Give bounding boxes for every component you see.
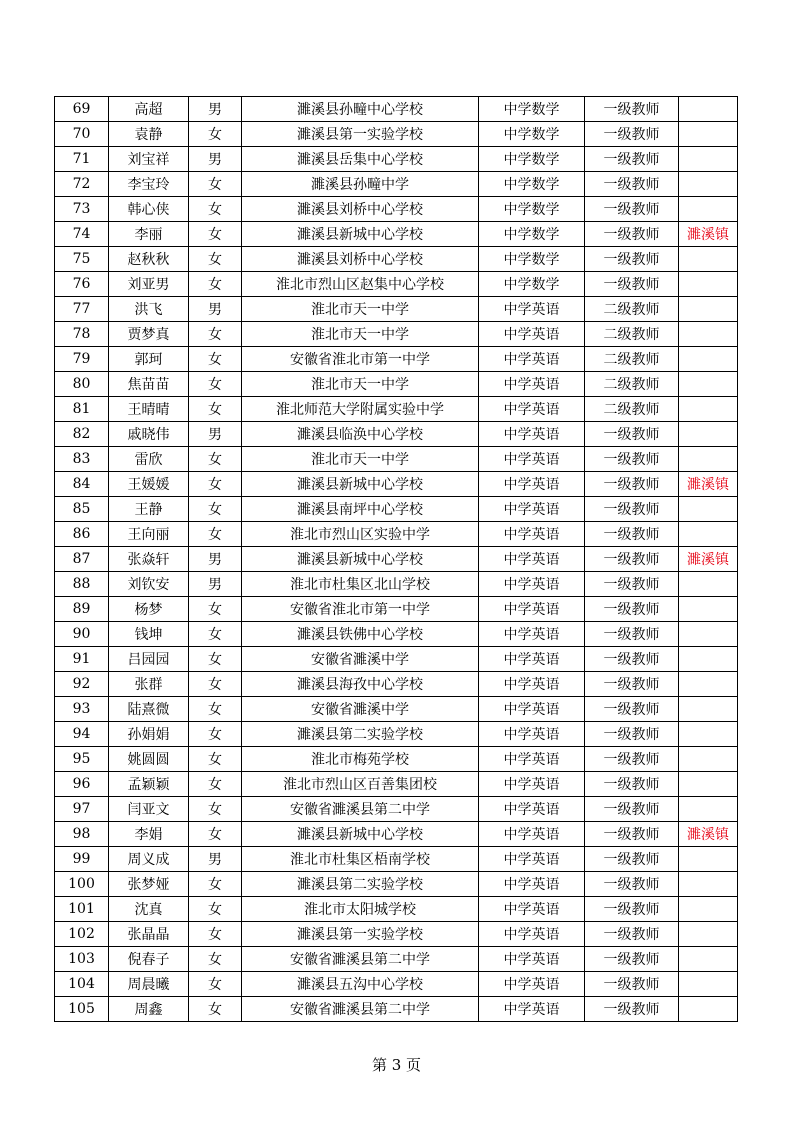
note-cell xyxy=(679,722,738,747)
title-cell: 二级教师 xyxy=(585,297,679,322)
school-cell: 安徽省濉溪中学 xyxy=(242,697,479,722)
note-cell xyxy=(679,522,738,547)
gender-cell: 男 xyxy=(189,572,242,597)
note-cell xyxy=(679,297,738,322)
title-cell: 一级教师 xyxy=(585,147,679,172)
gender-cell: 女 xyxy=(189,372,242,397)
gender-cell: 女 xyxy=(189,922,242,947)
table-row xyxy=(55,272,738,297)
title-cell: 一级教师 xyxy=(585,497,679,522)
table-row xyxy=(55,622,738,647)
title-cell: 二级教师 xyxy=(585,397,679,422)
school-cell: 淮北市烈山区百善集团校 xyxy=(242,772,479,797)
table-row xyxy=(55,847,738,872)
row-number-cell: 103 xyxy=(55,947,109,972)
row-number-cell: 85 xyxy=(55,497,109,522)
title-cell: 一级教师 xyxy=(585,947,679,972)
title-cell: 一级教师 xyxy=(585,897,679,922)
subject-cell: 中学数学 xyxy=(479,222,585,247)
gender-cell: 女 xyxy=(189,447,242,472)
subject-cell: 中学英语 xyxy=(479,622,585,647)
table-row xyxy=(55,997,738,1022)
row-number-cell: 75 xyxy=(55,247,109,272)
gender-cell: 男 xyxy=(189,297,242,322)
page-number: 第 3 页 xyxy=(371,1056,422,1074)
school-cell: 濉溪县铁佛中心学校 xyxy=(242,622,479,647)
gender-cell: 女 xyxy=(189,347,242,372)
gender-cell: 女 xyxy=(189,947,242,972)
school-cell: 淮北市杜集区北山学校 xyxy=(242,572,479,597)
title-cell: 二级教师 xyxy=(585,372,679,397)
row-number-cell: 95 xyxy=(55,747,109,772)
note-cell xyxy=(679,622,738,647)
school-cell: 濉溪县新城中心学校 xyxy=(242,222,479,247)
title-cell: 一级教师 xyxy=(585,122,679,147)
name-cell: 李宝玲 xyxy=(109,172,189,197)
subject-cell: 中学英语 xyxy=(479,672,585,697)
title-cell: 一级教师 xyxy=(585,572,679,597)
gender-cell: 女 xyxy=(189,797,242,822)
name-cell: 戚晓伟 xyxy=(109,422,189,447)
school-cell: 淮北市天一中学 xyxy=(242,297,479,322)
row-number-cell: 80 xyxy=(55,372,109,397)
row-number-cell: 69 xyxy=(55,97,109,122)
table-row xyxy=(55,197,738,222)
gender-cell: 女 xyxy=(189,272,242,297)
note-cell xyxy=(679,397,738,422)
name-cell: 雷欣 xyxy=(109,447,189,472)
gender-cell: 女 xyxy=(189,597,242,622)
subject-cell: 中学英语 xyxy=(479,722,585,747)
title-cell: 一级教师 xyxy=(585,447,679,472)
gender-cell: 女 xyxy=(189,672,242,697)
table-row xyxy=(55,322,738,347)
subject-cell: 中学英语 xyxy=(479,822,585,847)
subject-cell: 中学英语 xyxy=(479,597,585,622)
school-cell: 濉溪县新城中心学校 xyxy=(242,822,479,847)
school-cell: 濉溪县南坪中心学校 xyxy=(242,497,479,522)
gender-cell: 女 xyxy=(189,972,242,997)
name-cell: 王晴晴 xyxy=(109,397,189,422)
subject-cell: 中学英语 xyxy=(479,772,585,797)
school-cell: 濉溪县海孜中心学校 xyxy=(242,672,479,697)
gender-cell: 男 xyxy=(189,422,242,447)
school-cell: 安徽省濉溪中学 xyxy=(242,647,479,672)
gender-cell: 女 xyxy=(189,872,242,897)
school-cell: 濉溪县临涣中心学校 xyxy=(242,422,479,447)
subject-cell: 中学数学 xyxy=(479,147,585,172)
row-number-cell: 81 xyxy=(55,397,109,422)
table-row xyxy=(55,372,738,397)
note-cell: 濉溪镇 xyxy=(679,822,738,847)
gender-cell: 女 xyxy=(189,747,242,772)
row-number-cell: 87 xyxy=(55,547,109,572)
title-cell: 二级教师 xyxy=(585,322,679,347)
table-row xyxy=(55,522,738,547)
row-number-cell: 94 xyxy=(55,722,109,747)
gender-cell: 女 xyxy=(189,822,242,847)
title-cell: 一级教师 xyxy=(585,822,679,847)
name-cell: 周晨曦 xyxy=(109,972,189,997)
name-cell: 高超 xyxy=(109,97,189,122)
name-cell: 闫亚文 xyxy=(109,797,189,822)
subject-cell: 中学英语 xyxy=(479,697,585,722)
name-cell: 韩心侠 xyxy=(109,197,189,222)
name-cell: 贾梦真 xyxy=(109,322,189,347)
name-cell: 倪春子 xyxy=(109,947,189,972)
note-cell xyxy=(679,847,738,872)
row-number-cell: 72 xyxy=(55,172,109,197)
name-cell: 赵秋秋 xyxy=(109,247,189,272)
table-row xyxy=(55,897,738,922)
title-cell: 一级教师 xyxy=(585,872,679,897)
row-number-cell: 101 xyxy=(55,897,109,922)
title-cell: 一级教师 xyxy=(585,472,679,497)
gender-cell: 女 xyxy=(189,897,242,922)
note-cell xyxy=(679,972,738,997)
school-cell: 淮北市天一中学 xyxy=(242,372,479,397)
title-cell: 一级教师 xyxy=(585,847,679,872)
name-cell: 姚圆圆 xyxy=(109,747,189,772)
row-number-cell: 99 xyxy=(55,847,109,872)
gender-cell: 女 xyxy=(189,772,242,797)
note-cell xyxy=(679,247,738,272)
name-cell: 焦苗苗 xyxy=(109,372,189,397)
note-cell xyxy=(679,97,738,122)
title-cell: 一级教师 xyxy=(585,997,679,1022)
school-cell: 濉溪县新城中心学校 xyxy=(242,472,479,497)
name-cell: 周义成 xyxy=(109,847,189,872)
title-cell: 一级教师 xyxy=(585,747,679,772)
subject-cell: 中学英语 xyxy=(479,972,585,997)
name-cell: 陆熹微 xyxy=(109,697,189,722)
table-row xyxy=(55,672,738,697)
school-cell: 濉溪县孙疃中心学校 xyxy=(242,97,479,122)
gender-cell: 女 xyxy=(189,322,242,347)
table-row xyxy=(55,547,738,572)
row-number-cell: 90 xyxy=(55,622,109,647)
name-cell: 王媛媛 xyxy=(109,472,189,497)
title-cell: 一级教师 xyxy=(585,522,679,547)
table-row xyxy=(55,297,738,322)
school-cell: 淮北市太阳城学校 xyxy=(242,897,479,922)
title-cell: 一级教师 xyxy=(585,672,679,697)
table-row xyxy=(55,647,738,672)
table-row xyxy=(55,247,738,272)
row-number-cell: 97 xyxy=(55,797,109,822)
table-row xyxy=(55,822,738,847)
subject-cell: 中学英语 xyxy=(479,497,585,522)
row-number-cell: 104 xyxy=(55,972,109,997)
subject-cell: 中学英语 xyxy=(479,797,585,822)
school-cell: 淮北市天一中学 xyxy=(242,322,479,347)
name-cell: 孟颖颖 xyxy=(109,772,189,797)
subject-cell: 中学英语 xyxy=(479,322,585,347)
name-cell: 张晶晶 xyxy=(109,922,189,947)
name-cell: 袁静 xyxy=(109,122,189,147)
name-cell: 沈真 xyxy=(109,897,189,922)
table-row xyxy=(55,447,738,472)
gender-cell: 女 xyxy=(189,397,242,422)
name-cell: 王静 xyxy=(109,497,189,522)
subject-cell: 中学英语 xyxy=(479,922,585,947)
gender-cell: 女 xyxy=(189,172,242,197)
title-cell: 一级教师 xyxy=(585,547,679,572)
name-cell: 吕园园 xyxy=(109,647,189,672)
subject-cell: 中学英语 xyxy=(479,347,585,372)
subject-cell: 中学英语 xyxy=(479,897,585,922)
title-cell: 一级教师 xyxy=(585,172,679,197)
name-cell: 李娟 xyxy=(109,822,189,847)
name-cell: 王向丽 xyxy=(109,522,189,547)
row-number-cell: 86 xyxy=(55,522,109,547)
title-cell: 一级教师 xyxy=(585,197,679,222)
row-number-cell: 100 xyxy=(55,872,109,897)
table-row xyxy=(55,497,738,522)
table-row xyxy=(55,172,738,197)
school-cell: 濉溪县第一实验学校 xyxy=(242,922,479,947)
note-cell xyxy=(679,122,738,147)
table-row xyxy=(55,747,738,772)
subject-cell: 中学数学 xyxy=(479,172,585,197)
gender-cell: 女 xyxy=(189,122,242,147)
row-number-cell: 76 xyxy=(55,272,109,297)
name-cell: 杨梦 xyxy=(109,597,189,622)
note-cell xyxy=(679,947,738,972)
note-cell xyxy=(679,997,738,1022)
table-row xyxy=(55,397,738,422)
gender-cell: 女 xyxy=(189,997,242,1022)
row-number-cell: 82 xyxy=(55,422,109,447)
table-row xyxy=(55,972,738,997)
note-cell xyxy=(679,647,738,672)
school-cell: 淮北市烈山区赵集中心学校 xyxy=(242,272,479,297)
subject-cell: 中学英语 xyxy=(479,372,585,397)
school-cell: 安徽省淮北市第一中学 xyxy=(242,597,479,622)
school-cell: 淮北市天一中学 xyxy=(242,447,479,472)
school-cell: 安徽省濉溪县第二中学 xyxy=(242,947,479,972)
name-cell: 张梦娅 xyxy=(109,872,189,897)
row-number-cell: 89 xyxy=(55,597,109,622)
title-cell: 一级教师 xyxy=(585,772,679,797)
table-row xyxy=(55,947,738,972)
table-row xyxy=(55,97,738,122)
table-row xyxy=(55,597,738,622)
subject-cell: 中学英语 xyxy=(479,847,585,872)
subject-cell: 中学英语 xyxy=(479,522,585,547)
name-cell: 刘钦安 xyxy=(109,572,189,597)
note-cell xyxy=(679,372,738,397)
note-cell xyxy=(679,772,738,797)
name-cell: 钱坤 xyxy=(109,622,189,647)
school-cell: 安徽省淮北市第一中学 xyxy=(242,347,479,372)
table-row xyxy=(55,222,738,247)
table-row xyxy=(55,772,738,797)
gender-cell: 女 xyxy=(189,522,242,547)
gender-cell: 女 xyxy=(189,647,242,672)
note-cell xyxy=(679,422,738,447)
name-cell: 刘宝祥 xyxy=(109,147,189,172)
row-number-cell: 88 xyxy=(55,572,109,597)
gender-cell: 女 xyxy=(189,222,242,247)
note-cell xyxy=(679,747,738,772)
school-cell: 濉溪县岳集中心学校 xyxy=(242,147,479,172)
title-cell: 一级教师 xyxy=(585,697,679,722)
title-cell: 一级教师 xyxy=(585,972,679,997)
name-cell: 李丽 xyxy=(109,222,189,247)
title-cell: 一级教师 xyxy=(585,247,679,272)
note-cell xyxy=(679,797,738,822)
subject-cell: 中学数学 xyxy=(479,272,585,297)
subject-cell: 中学英语 xyxy=(479,997,585,1022)
table-row xyxy=(55,147,738,172)
gender-cell: 女 xyxy=(189,197,242,222)
note-cell: 濉溪镇 xyxy=(679,547,738,572)
school-cell: 濉溪县第二实验学校 xyxy=(242,872,479,897)
table-row xyxy=(55,572,738,597)
name-cell: 周鑫 xyxy=(109,997,189,1022)
note-cell xyxy=(679,322,738,347)
table-row xyxy=(55,797,738,822)
row-number-cell: 98 xyxy=(55,822,109,847)
subject-cell: 中学数学 xyxy=(479,97,585,122)
note-cell xyxy=(679,172,738,197)
note-cell xyxy=(679,697,738,722)
note-cell xyxy=(679,872,738,897)
note-cell xyxy=(679,597,738,622)
row-number-cell: 79 xyxy=(55,347,109,372)
note-cell xyxy=(679,897,738,922)
title-cell: 一级教师 xyxy=(585,422,679,447)
gender-cell: 女 xyxy=(189,472,242,497)
gender-cell: 女 xyxy=(189,247,242,272)
school-cell: 濉溪县孙疃中学 xyxy=(242,172,479,197)
table-row xyxy=(55,697,738,722)
gender-cell: 女 xyxy=(189,622,242,647)
subject-cell: 中学英语 xyxy=(479,422,585,447)
table-row xyxy=(55,922,738,947)
school-cell: 安徽省濉溪县第二中学 xyxy=(242,997,479,1022)
row-number-cell: 105 xyxy=(55,997,109,1022)
school-cell: 濉溪县新城中心学校 xyxy=(242,547,479,572)
row-number-cell: 78 xyxy=(55,322,109,347)
table-row xyxy=(55,472,738,497)
table-row xyxy=(55,872,738,897)
gender-cell: 男 xyxy=(189,547,242,572)
row-number-cell: 92 xyxy=(55,672,109,697)
subject-cell: 中学英语 xyxy=(479,397,585,422)
subject-cell: 中学英语 xyxy=(479,647,585,672)
note-cell xyxy=(679,922,738,947)
note-cell xyxy=(679,147,738,172)
school-cell: 濉溪县刘桥中心学校 xyxy=(242,197,479,222)
gender-cell: 男 xyxy=(189,147,242,172)
row-number-cell: 70 xyxy=(55,122,109,147)
gender-cell: 女 xyxy=(189,497,242,522)
note-cell xyxy=(679,272,738,297)
note-cell xyxy=(679,672,738,697)
school-cell: 淮北市杜集区梧南学校 xyxy=(242,847,479,872)
title-cell: 一级教师 xyxy=(585,797,679,822)
note-cell xyxy=(679,497,738,522)
school-cell: 淮北师范大学附属实验中学 xyxy=(242,397,479,422)
subject-cell: 中学数学 xyxy=(479,122,585,147)
subject-cell: 中学数学 xyxy=(479,197,585,222)
note-cell xyxy=(679,447,738,472)
subject-cell: 中学英语 xyxy=(479,447,585,472)
note-cell: 濉溪镇 xyxy=(679,472,738,497)
subject-cell: 中学英语 xyxy=(479,872,585,897)
school-cell: 濉溪县第二实验学校 xyxy=(242,722,479,747)
table-row xyxy=(55,422,738,447)
row-number-cell: 96 xyxy=(55,772,109,797)
name-cell: 张焱轩 xyxy=(109,547,189,572)
name-cell: 郭珂 xyxy=(109,347,189,372)
subject-cell: 中学英语 xyxy=(479,472,585,497)
title-cell: 一级教师 xyxy=(585,722,679,747)
school-cell: 淮北市烈山区实验中学 xyxy=(242,522,479,547)
title-cell: 一级教师 xyxy=(585,647,679,672)
gender-cell: 男 xyxy=(189,97,242,122)
subject-cell: 中学英语 xyxy=(479,572,585,597)
title-cell: 一级教师 xyxy=(585,622,679,647)
title-cell: 一级教师 xyxy=(585,597,679,622)
roster-body xyxy=(55,97,738,1022)
row-number-cell: 83 xyxy=(55,447,109,472)
row-number-cell: 91 xyxy=(55,647,109,672)
note-cell xyxy=(679,347,738,372)
subject-cell: 中学英语 xyxy=(479,947,585,972)
row-number-cell: 74 xyxy=(55,222,109,247)
name-cell: 刘亚男 xyxy=(109,272,189,297)
subject-cell: 中学英语 xyxy=(479,297,585,322)
name-cell: 孙娟娟 xyxy=(109,722,189,747)
gender-cell: 男 xyxy=(189,847,242,872)
school-cell: 淮北市梅苑学校 xyxy=(242,747,479,772)
row-number-cell: 71 xyxy=(55,147,109,172)
note-cell: 濉溪镇 xyxy=(679,222,738,247)
row-number-cell: 73 xyxy=(55,197,109,222)
gender-cell: 女 xyxy=(189,722,242,747)
school-cell: 濉溪县五沟中心学校 xyxy=(242,972,479,997)
note-cell xyxy=(679,197,738,222)
name-cell: 洪飞 xyxy=(109,297,189,322)
row-number-cell: 102 xyxy=(55,922,109,947)
title-cell: 一级教师 xyxy=(585,97,679,122)
table-row xyxy=(55,122,738,147)
row-number-cell: 93 xyxy=(55,697,109,722)
school-cell: 濉溪县刘桥中心学校 xyxy=(242,247,479,272)
title-cell: 二级教师 xyxy=(585,347,679,372)
title-cell: 一级教师 xyxy=(585,272,679,297)
subject-cell: 中学英语 xyxy=(479,547,585,572)
title-cell: 一级教师 xyxy=(585,222,679,247)
subject-cell: 中学英语 xyxy=(479,747,585,772)
row-number-cell: 84 xyxy=(55,472,109,497)
gender-cell: 女 xyxy=(189,697,242,722)
name-cell: 张群 xyxy=(109,672,189,697)
school-cell: 濉溪县第一实验学校 xyxy=(242,122,479,147)
title-cell: 一级教师 xyxy=(585,922,679,947)
subject-cell: 中学数学 xyxy=(479,247,585,272)
table-row xyxy=(55,347,738,372)
teacher-roster-table xyxy=(54,96,738,1022)
note-cell xyxy=(679,572,738,597)
table-row xyxy=(55,722,738,747)
school-cell: 安徽省濉溪县第二中学 xyxy=(242,797,479,822)
row-number-cell: 77 xyxy=(55,297,109,322)
